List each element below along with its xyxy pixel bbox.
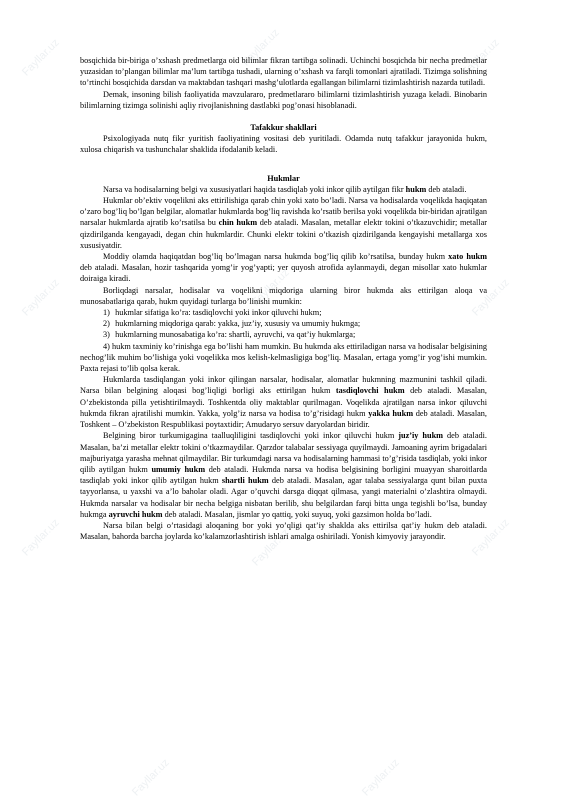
paragraph: Borliqdagi narsalar, hodisalar va voqelikni miqdoriga ularning biror hukmda aks ettirilgan aloqa va munosabatlariga qarab, hukm quyidagi turlarga bo’linishi mumkin:	[80, 285, 487, 306]
term: ayruvchi hukm	[108, 509, 163, 519]
watermark: Fayllar.uz	[360, 756, 402, 799]
term: yakka hukm	[368, 408, 414, 418]
watermark: Fayllar.uz	[250, 526, 292, 569]
paragraph: Hukmlar ob’ektiv voqelikni aks ettirilishiga qarab chin yoki xato bo’ladi. Narsa va hodisalarda voqelikda haqiqatan o’zaro bog’liq bo’lgan belgilar, alomatlar hukmlarda bog’liq ravishda ko’rsatib berilsa yoki voqelikda bir-biridan ajratilgan narsalar hukmlarda ajratib ko’rsatilsa bu chin hukm deb ataladi. Masalan, metallar elektr tokini o’tkazuvchidir; metallar qizdirilganda kengayadi, degan chin hukmlardir. Chunki elektr tokini o’tkazish qizdirilganda kengayishi metallarga xos xususiyatdir.	[80, 196, 487, 250]
watermark: Fayllar.uz	[460, 36, 502, 79]
watermark: Fayllar.uz	[470, 276, 512, 319]
watermark: Fayllar.uz	[20, 276, 62, 319]
term: shartli hukm	[221, 476, 269, 486]
document-page	[80, 55, 487, 542]
paragraph: bosqichida bir-biriga o’xshash predmetlarga oid bilimlar fikran tartibga solinadi. Uchinchi bosqichda bir necha predmetlar yuzasidan to’plangan bilimlar ma’lum tartibga tushadi, ularning o’xshash va farqli tomonlari ajratiladi. Tizimga solishning to’rtinchi bosqichida darsdan va maktabdan tashqari mashg’ulotlarda egallangan bilimlarni tizimlashtirish nazarda tutiladi.	[80, 56, 487, 88]
watermark: Fayllar.uz	[130, 756, 172, 799]
paragraph: Psixologiyada nutq fikr yuritish faoliyatining vositasi deb yuritiladi. Odamda nutq tafakkur jarayonida hukm, xulosa chiqarish va tushunchalar shaklida ifodalanib keladi.	[80, 134, 487, 155]
term: xato hukm	[448, 252, 487, 262]
list-item: 4) hukm taxminiy ko’rinishga ega bo’lishi ham mumkin. Bu hukmda aks ettiriladigan narsa va hodisalar belgisining nechog’lik muhim bo’lishiga yoki voqelikka mos kelish-kelmasligiga bog’liq. Masalan, ertaga yomg’ir yog’ishi mumkin. Paxta rejasi to’lib qolsa kerak.	[80, 341, 487, 374]
paragraph: Moddiy olamda haqiqatdan bog’liq bo’lmagan narsa hukmda bog’liq qilib ko’rsatilsa, bunday hukm xato hukm deb ataladi. Masalan, hozir tashqarida yomg’ir yog’yapti; yer quyosh atrofida aylanmaydi, degan misollar xato hukmlar doiraiga kiradi.	[80, 252, 487, 284]
section-heading: Hukmlar	[267, 173, 300, 183]
term: tasdiqlovchi hukm	[335, 386, 405, 396]
paragraph: Narsa va hodisalarning belgi va xususiyatlari haqida tasdiqlab yoki inkor qilib aytilgan fikr hukm deb ataladi.	[103, 184, 467, 194]
watermark: Fayllar.uz	[20, 516, 62, 559]
paragraph: Belgining biror turkumigagina taalluqliligini tasdiqlovchi yoki inkor qiluvchi hukm juz’iy hukm deb ataladi. Masalan, ba’zi metallar elektr tokini o’tkazmaydilar. Qarzdor talabalar sessiyaga quyilmaydi. Jamoaning ayrim brigadalari majburiyatga yarasha mehnat qilmaydilar. Bir turkumdagi narsa va hodisalarning hammasi to’g’risida tasdiqlab, yoki inkor qilib aytilgan hukm umumiy hukm deb ataladi. Hukmda narsa va hodisa belgisining borligini muayyan sharoitlarda tasdiqlab yoki inkor qilib aytilgan hukm shartli hukm deb ataladi. Masalan, agar talaba sessiyalarga qunt bilan puxta tayyorlansa, u yaxshi va a’lo baholar oladi. Agar o’quvchi darsga diqqat qilmasa, yangi materialni o’zlashtira olmaydi. Hukmda narsalar va hodisalar bir necha belgiga nisbatan berilib, shu belgilardan farqi bitta unga tegishli bo’lsa, bunday hukmga ayruvchi hukm deb ataladi. Masalan, jismlar yo qattiq, yoki suyuq, yoki gazsimon holda bo’ladi.	[80, 431, 487, 519]
term: juz’iy hukm	[398, 431, 444, 441]
list-item: 2) hukmlarning miqdoriga qarab: yakka, juz’iy, xususiy va umumiy hukmga;	[103, 319, 361, 329]
section-heading: Tafakkur shakllari	[250, 123, 317, 133]
paragraph: Narsa bilan belgi o’rtasidagi aloqaning bor yoki yo’qligi qat’iy shaklda aks ettirilsa qat’iy hukm deb ataladi. Masalan, bahorda barcha joylarda ko’kalamzorlashtirish ishlari amalga oshiriladi. Yonish kimyoviy jarayondir.	[80, 520, 487, 542]
watermark: Fayllar.uz	[470, 516, 512, 559]
list-item: 3) hukmlarning munosabatiga ko’ra: shartli, ayruvchi, va qat’iy hukmlarga;	[103, 330, 356, 340]
watermark: Fayllar.uz	[20, 36, 62, 79]
list-item: 1) hukmlar sifatiga ko’ra: tasdiqlovchi yoki inkor qiluvchi hukm;	[103, 308, 322, 318]
watermark: Fayllar.uz	[240, 26, 282, 69]
term: hukm	[405, 184, 427, 194]
term: umumiy hukm	[151, 464, 206, 474]
paragraph: Hukmlarda tasdiqlangan yoki inkor qilingan narsalar, hodisalar, alomatlar hukmning mazmunini tashkil qiladi. Narsa bilan belgining aloqasi bog’liqligi borligi aks ettirilgan hukm tasdiqlovchi hukm deb ataladi. Masalan, O’zbekistonda pilla yetishtirilmaydi. Toshkentda oliy maktablar qurilmagan. Voqelikda ajratilgan narsa inkor qiluvchi hukmda fikran ajratilishi mumkin. Yakka, yolg’iz narsa va hodisa to’g’risidagi hukm yakka hukm deb ataladi. Masalan, Toshkent – O’zbekiston Respublikasi poytaxtidir; Amudaryo sersuv daryolardan biridir.	[80, 375, 487, 430]
paragraph: Demak, insoning bilish faoliyatida mavzulararo, predmetlararo bilimlarni tizimlashtirish yuzaga keladi. Binobarin bilimlarning tizimga solinishi aqliy rivojlanishning dastlabki pog’onasi hisoblanadi.	[80, 89, 487, 110]
watermark: Fayllar.uz	[250, 266, 292, 309]
term: chin hukm	[218, 218, 258, 228]
